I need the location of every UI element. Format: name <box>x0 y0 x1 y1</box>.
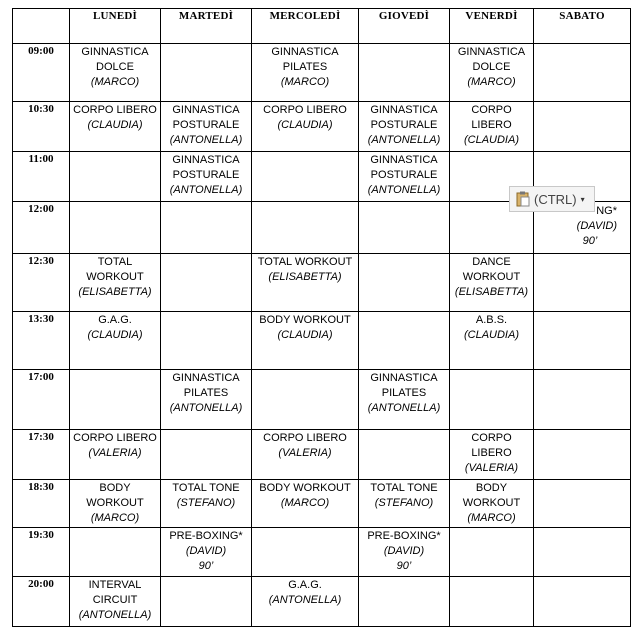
empty-cell <box>70 202 161 254</box>
empty-cell <box>450 528 534 577</box>
class-entry <box>450 254 533 300</box>
class-teacher: (ELISABETTA) <box>78 286 152 298</box>
class-name: GINNASTICA POSTURALE <box>370 104 438 131</box>
class-cell <box>161 152 252 202</box>
class-name: INTERVAL CIRCUIT <box>88 579 142 606</box>
class-teacher: (ANTONELLA) <box>367 402 441 414</box>
empty-cell <box>252 152 359 202</box>
class-name: A.B.S. <box>475 314 508 326</box>
class-teacher: (MARCO) <box>280 76 330 88</box>
class-teacher: (VALERIA) <box>88 447 142 459</box>
class-entry <box>161 528 251 574</box>
class-name: G.A.G. <box>288 579 322 591</box>
class-cell <box>359 102 450 152</box>
empty-cell <box>450 370 534 430</box>
class-entry <box>161 480 251 511</box>
class-name: GINNASTICA PILATES <box>172 372 240 399</box>
empty-cell <box>534 577 631 627</box>
empty-cell <box>359 202 450 254</box>
empty-cell <box>359 312 450 370</box>
class-cell <box>70 577 161 627</box>
class-teacher: (CLAUDIA) <box>87 329 143 341</box>
empty-cell <box>534 254 631 312</box>
class-cell <box>70 480 161 528</box>
class-name: CORPO LIBERO <box>263 432 347 444</box>
class-entry <box>161 370 251 416</box>
class-cell <box>359 480 450 528</box>
schedule-row <box>13 370 631 430</box>
class-name: CORPO LIBERO <box>73 104 157 116</box>
class-entry <box>252 480 358 511</box>
empty-cell <box>161 44 252 102</box>
schedule-row <box>13 312 631 370</box>
class-teacher: (CLAUDIA) <box>277 329 333 341</box>
day-header: VENERDÌ <box>450 9 534 44</box>
empty-cell <box>534 430 631 480</box>
time-slot: 18:30 <box>13 480 70 528</box>
class-teacher: (MARCO) <box>280 497 330 509</box>
class-cell <box>70 254 161 312</box>
time-slot: 10:30 <box>13 102 70 152</box>
time-slot: 12:00 <box>13 202 70 254</box>
class-entry <box>359 528 449 574</box>
class-teacher: (ANTONELLA) <box>367 134 441 146</box>
class-cell <box>359 370 450 430</box>
class-entry <box>70 254 160 300</box>
class-entry <box>161 152 251 198</box>
class-teacher: (DAVID) <box>185 545 227 557</box>
empty-cell <box>161 312 252 370</box>
empty-cell <box>161 202 252 254</box>
paste-options-button[interactable] <box>509 186 595 212</box>
class-name: TOTAL TONE <box>370 482 438 494</box>
class-entry <box>450 312 533 343</box>
class-name: DANCE WORKOUT <box>462 256 521 283</box>
day-header: GIOVEDÌ <box>359 9 450 44</box>
empty-cell <box>70 370 161 430</box>
class-entry <box>359 370 449 416</box>
empty-cell <box>359 254 450 312</box>
day-header: MARTEDÌ <box>161 9 252 44</box>
class-cell <box>450 102 534 152</box>
class-teacher: (ANTONELLA) <box>169 402 243 414</box>
class-name: BODY WORKOUT <box>462 482 521 509</box>
class-cell <box>161 370 252 430</box>
schedule-row <box>13 254 631 312</box>
class-cell <box>252 102 359 152</box>
class-cell <box>252 254 359 312</box>
class-name: GINNASTICA DOLCE <box>81 46 149 73</box>
empty-cell <box>359 577 450 627</box>
class-teacher: (ANTONELLA) <box>268 594 342 606</box>
paste-options-label: (CTRL) <box>534 191 577 207</box>
class-cell <box>70 312 161 370</box>
class-cell <box>252 480 359 528</box>
class-entry <box>252 102 358 133</box>
class-entry <box>252 577 358 608</box>
class-name: TOTAL TONE <box>172 482 240 494</box>
class-name: TOTAL WORKOUT <box>257 256 353 268</box>
schedule-row <box>13 44 631 102</box>
class-entry <box>161 102 251 148</box>
class-entry <box>70 577 160 623</box>
time-slot: 13:30 <box>13 312 70 370</box>
class-teacher: (STEFANO) <box>176 497 236 509</box>
time-slot: 11:00 <box>13 152 70 202</box>
class-entry <box>252 312 358 343</box>
class-name: GINNASTICA DOLCE <box>457 46 526 73</box>
day-header: MERCOLEDÌ <box>252 9 359 44</box>
class-name: GINNASTICA POSTURALE <box>172 104 240 131</box>
class-teacher: (MARCO) <box>467 76 516 88</box>
class-teacher: (CLAUDIA) <box>463 329 519 341</box>
class-duration: 90’ <box>396 560 412 572</box>
time-slot: 19:30 <box>13 528 70 577</box>
empty-cell <box>70 528 161 577</box>
class-teacher: (VALERIA) <box>278 447 332 459</box>
class-entry <box>359 480 449 511</box>
class-cell <box>70 102 161 152</box>
class-name: PRE-BOXING* <box>169 530 243 542</box>
chevron-down-icon: ▾ <box>580 194 585 204</box>
schedule-row <box>13 430 631 480</box>
class-name: CORPO LIBERO <box>73 432 157 444</box>
class-cell <box>450 312 534 370</box>
class-entry <box>450 102 533 148</box>
schedule-row <box>13 102 631 152</box>
class-teacher: (MARCO) <box>90 512 140 524</box>
time-slot: 12:30 <box>13 254 70 312</box>
time-slot: 17:00 <box>13 370 70 430</box>
corner-cell <box>13 9 70 44</box>
class-name: G.A.G. <box>98 314 132 326</box>
empty-cell <box>359 430 450 480</box>
empty-cell <box>450 577 534 627</box>
class-name: GINNASTICA POSTURALE <box>370 154 438 181</box>
class-teacher: (ELISABETTA) <box>268 271 342 283</box>
class-cell <box>359 152 450 202</box>
class-entry <box>252 44 358 90</box>
class-entry <box>252 254 358 285</box>
class-cell <box>252 44 359 102</box>
empty-cell <box>161 577 252 627</box>
class-teacher: (CLAUDIA) <box>463 134 519 146</box>
empty-cell <box>534 312 631 370</box>
class-teacher: (VALERIA) <box>464 462 519 474</box>
class-entry <box>70 480 160 526</box>
empty-cell <box>161 254 252 312</box>
class-teacher: (ANTONELLA) <box>169 184 243 196</box>
overflow-duration: 90’ <box>582 235 598 247</box>
class-entry <box>450 480 533 526</box>
time-slot: 20:00 <box>13 577 70 627</box>
class-entry <box>450 44 533 90</box>
empty-cell <box>534 102 631 152</box>
class-cell <box>450 480 534 528</box>
class-cell <box>450 430 534 480</box>
class-entry <box>70 44 160 90</box>
schedule-row <box>13 480 631 528</box>
empty-cell <box>534 480 631 528</box>
class-cell <box>450 44 534 102</box>
class-teacher: (ANTONELLA) <box>78 609 152 621</box>
class-name: CORPO LIBERO <box>471 432 512 459</box>
class-teacher: (MARCO) <box>90 76 140 88</box>
empty-cell <box>252 528 359 577</box>
class-name: BODY WORKOUT <box>86 482 144 509</box>
empty-cell <box>534 44 631 102</box>
class-teacher: (ANTONELLA) <box>169 134 243 146</box>
class-cell <box>161 528 252 577</box>
class-entry <box>359 152 449 198</box>
class-entry <box>70 102 160 133</box>
schedule-row <box>13 577 631 627</box>
class-name: CORPO LIBERO <box>263 104 347 116</box>
empty-cell <box>70 152 161 202</box>
class-name: GINNASTICA PILATES <box>370 372 438 399</box>
empty-cell <box>534 528 631 577</box>
clipboard-icon <box>516 191 530 207</box>
class-name: BODY WORKOUT <box>259 314 351 326</box>
class-name: PRE-BOXING* <box>367 530 441 542</box>
class-entry <box>359 102 449 148</box>
class-cell <box>450 254 534 312</box>
empty-cell <box>359 44 450 102</box>
class-name: GINNASTICA PILATES <box>271 46 339 73</box>
class-teacher: (MARCO) <box>467 512 516 524</box>
class-cell <box>359 528 450 577</box>
class-teacher: (STEFANO) <box>374 497 434 509</box>
class-entry <box>252 430 358 461</box>
day-header: LUNEDÌ <box>70 9 161 44</box>
class-entry <box>70 312 160 343</box>
class-name: TOTAL WORKOUT <box>86 256 144 283</box>
class-cell <box>252 577 359 627</box>
class-teacher: (ANTONELLA) <box>367 184 441 196</box>
class-teacher: (CLAUDIA) <box>277 119 333 131</box>
class-entry <box>70 430 160 461</box>
class-teacher: (DAVID) <box>383 545 425 557</box>
class-cell <box>161 102 252 152</box>
class-teacher: (ELISABETTA) <box>454 286 529 298</box>
class-teacher: (CLAUDIA) <box>87 119 143 131</box>
overflow-teacher: (DAVID) <box>576 220 617 232</box>
schedule-row <box>13 528 631 577</box>
header-row <box>13 9 631 44</box>
class-name: CORPO LIBERO <box>471 104 512 131</box>
class-cell <box>252 430 359 480</box>
class-cell <box>161 480 252 528</box>
empty-cell <box>161 430 252 480</box>
class-duration: 90’ <box>198 560 214 572</box>
time-slot: 09:00 <box>13 44 70 102</box>
class-cell <box>252 312 359 370</box>
class-entry <box>450 430 533 476</box>
class-cell <box>70 44 161 102</box>
class-name: GINNASTICA POSTURALE <box>172 154 240 181</box>
class-name: BODY WORKOUT <box>259 482 351 494</box>
empty-cell <box>252 202 359 254</box>
class-cell <box>70 430 161 480</box>
overflow-class-fragment: NG* <box>596 205 617 217</box>
empty-cell <box>534 370 631 430</box>
time-slot: 17:30 <box>13 430 70 480</box>
empty-cell <box>252 370 359 430</box>
day-header: SABATO <box>534 9 631 44</box>
weekly-schedule-table <box>12 8 631 627</box>
